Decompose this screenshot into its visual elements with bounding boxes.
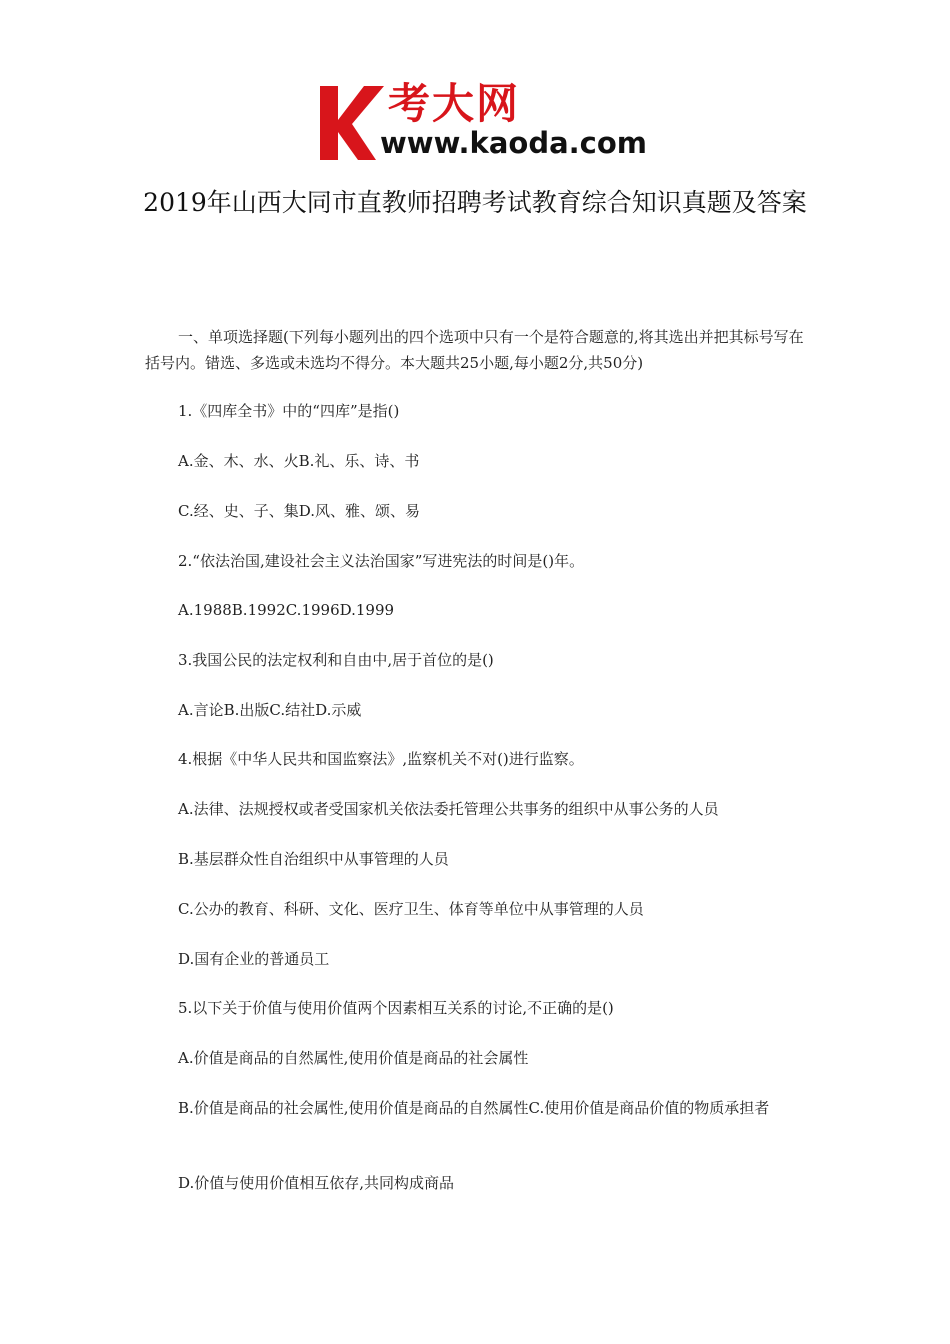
question-3-options: A.言论B.出版C.结社D.示威 xyxy=(178,701,362,719)
question-5-option-b-c: B.价值是商品的社会属性,使用价值是商品的自然属性C.使用价值是商品价值的物质承担者 xyxy=(178,1099,770,1117)
section-intro: 一、单项选择题(下列每小题列出的四个选项中只有一个是符合题意的,将其选出并把其标号写在括号内。错选、多选或未选均不得分。本大题共25小题,每小题2分,共50分) xyxy=(145,328,804,372)
question-1-option-line-2: C.经、史、子、集D.风、雅、颂、易 xyxy=(178,502,420,520)
question-1: 1.《四库全书》中的“四库”是指() xyxy=(178,402,400,420)
logo-brand-name: 考大网 xyxy=(388,79,521,128)
question-2: 2.“依法治国,建设社会主义法治国家”写进宪法的时间是()年。 xyxy=(178,552,585,570)
question-2-options: A.1988B.1992C.1996D.1999 xyxy=(178,601,395,619)
document-title: 2019年山西大同市直教师招聘考试教育综合知识真题及答案 xyxy=(143,188,807,217)
question-5-option-d: D.价值与使用价值相互依存,共同构成商品 xyxy=(178,1174,455,1192)
question-4-option-c: C.公办的教育、科研、文化、医疗卫生、体育等单位中从事管理的人员 xyxy=(178,900,644,918)
question-4-option-a: A.法律、法规授权或者受国家机关依法委托管理公共事务的组织中从事公务的人员 xyxy=(178,800,719,818)
question-4-option-d: D.国有企业的普通员工 xyxy=(178,950,330,968)
kaoda-logo xyxy=(318,79,647,162)
question-4-option-b: B.基层群众性自治组织中从事管理的人员 xyxy=(178,850,449,868)
logo-url-text: www.kaoda.com xyxy=(380,126,647,160)
question-5-option-a: A.价值是商品的自然属性,使用价值是商品的社会属性 xyxy=(178,1049,529,1067)
question-1-option-line-1: A.金、木、水、火B.礼、乐、诗、书 xyxy=(178,452,420,470)
k-logo-icon xyxy=(318,80,388,162)
question-5: 5.以下关于价值与使用价值两个因素相互关系的讨论,不正确的是() xyxy=(178,999,614,1017)
question-4: 4.根据《中华人民共和国监察法》,监察机关不对()进行监察。 xyxy=(178,750,584,768)
question-3: 3.我国公民的法定权利和自由中,居于首位的是() xyxy=(178,651,494,669)
